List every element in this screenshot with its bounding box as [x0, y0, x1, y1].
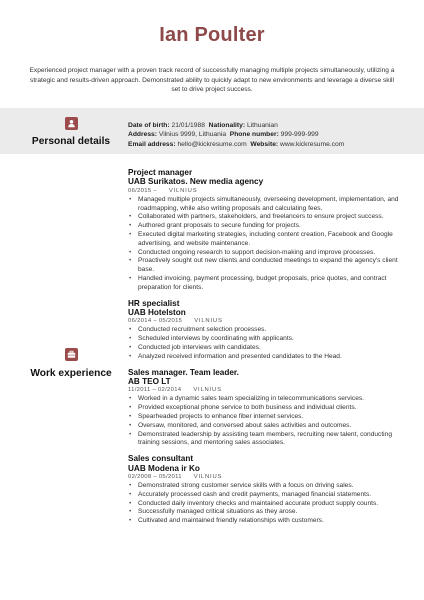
job-company: UAB Hotelston [128, 307, 186, 317]
personal-row-3 [128, 140, 344, 149]
bullet-item: • Spearheaded projects to enhance fiber internet services. [128, 413, 400, 422]
phone-label: Phone number: [229, 131, 279, 139]
job-title: Sales manager. Team leader. [128, 367, 239, 377]
job-entry [128, 299, 400, 362]
work-experience-title: Work experience [30, 368, 112, 379]
job-dates: 11/2011 – 02/2014 [128, 387, 182, 394]
person-icon [65, 117, 78, 130]
bullet-item: • Conducted recruitment selection processes. [128, 326, 400, 335]
bullet-item: • Accurately processed cash and credit payments, managed financial statements. [128, 491, 400, 500]
bullet-item: • Provided exceptional phone service to both business and individual clients. [128, 404, 400, 413]
dob-label: Date of birth: [128, 122, 170, 129]
job-location: VILNIUS [193, 387, 222, 394]
job-entry [128, 454, 400, 526]
job-dates: 06/2015 – [128, 187, 157, 194]
briefcase-icon [65, 348, 78, 361]
bullet-item: • Demonstrated strong customer service skills with a focus on driving sales. [128, 482, 400, 491]
job-bullets [128, 196, 400, 293]
job-dates: 02/2008 – 05/2011 [128, 473, 182, 480]
job-company: AB TEO LT [128, 376, 171, 386]
bullet-item: • Conducted ongoing research to support decision-making and improve processes. [128, 249, 400, 258]
work-experience-list [128, 168, 400, 532]
job-bullets [128, 482, 400, 526]
job-company: UAB Surikatos. New media agency [128, 177, 264, 187]
email-value[interactable]: hello@kickresume.com [177, 140, 247, 148]
bullet-item: • Oversaw, monitored, and conversed about sales activities and outcomes. [128, 422, 400, 431]
website-value[interactable]: www.kickresume.com [280, 140, 345, 148]
nationality-label: Nationality: [208, 122, 246, 129]
address-value: Vilnius 9999, Lithuania [158, 131, 227, 139]
website-label: Website: [250, 140, 279, 148]
job-location: VILNIUS [194, 318, 223, 325]
job-meta [128, 187, 400, 196]
bullet-item: • Authored grant proposals to secure funding for projects. [128, 222, 400, 231]
bullet-item: • Cultivated and maintained friendly relationships with customers. [128, 517, 400, 526]
address-label: Address: [128, 131, 157, 139]
bullet-item: • Proactively sought out new clients and conducted meetings to expand the agency's client base. [128, 257, 400, 275]
job-dates: 06/2014 – 05/2015 [128, 318, 183, 325]
bullet-item: • Managed multiple projects simultaneously, overseeing development, implementation, and roadmapping, while also writing proposals and calculating fees. [128, 196, 400, 214]
phone-value: 999-999-999 [280, 131, 319, 139]
job-bullets [128, 326, 400, 361]
bullet-item: • Collaborated with partners, stakeholders, and freelancers to ensure project success. [128, 213, 400, 222]
bullet-item: • Demonstrated leadership by assisting team members, recruiting new talent, conducting training sessions, and mentoring sales associates. [128, 431, 400, 449]
bullet-item: • Handled invoicing, payment processing, budget proposals, price quotes, and contract preparation for clients. [128, 275, 400, 293]
job-bullets [128, 395, 400, 448]
personal-row-1 [128, 121, 278, 130]
bullet-item: • Executed digital marketing strategies, including content creation, Facebook and Google advertising, and website maintenance. [128, 231, 400, 249]
bullet-item: • Conducted job interviews with candidates. [128, 344, 400, 353]
bullet-item: • Scheduled interviews by coordinating with applicants. [128, 335, 400, 344]
candidate-name: Ian Poulter [159, 24, 265, 46]
nationality-value: Lithuanian [246, 122, 278, 129]
job-meta [128, 473, 400, 482]
bullet-item: • Conducted daily inventory checks and maintained accurate product supply counts. [128, 500, 400, 509]
dob-value: 21/01/1988 [171, 122, 205, 129]
job-location: VILNIUS [168, 187, 198, 194]
job-meta [128, 386, 400, 395]
job-title: HR specialist [128, 298, 180, 308]
bullet-item: • Worked in a dynamic sales team specializing in telecommunications services. [128, 395, 400, 404]
job-title: Sales consultant [128, 454, 194, 464]
job-title: Project manager [128, 168, 193, 177]
profile-summary: Experienced project manager with a proven track record of successfully managing multiple projects simultaneously, utilizing a strategic and results-driven approach. Demonstrated ability to quickly adapt to new environments and leverage a diverse skill set to drive project success. [29, 67, 395, 94]
job-entry [128, 368, 400, 449]
bullet-item: • Successfully managed critical situations as they arose. [128, 508, 400, 517]
job-location: VILNIUS [193, 473, 223, 480]
email-label: Email address: [128, 140, 176, 148]
bullet-item: • Analyzed received information and presented candidates to the Head. [128, 353, 400, 362]
personal-row-2 [128, 130, 319, 139]
job-company: UAB Modena ir Ko [128, 463, 200, 473]
job-entry [128, 168, 400, 293]
job-meta [128, 317, 400, 326]
personal-details-title: Personal details [31, 136, 111, 147]
